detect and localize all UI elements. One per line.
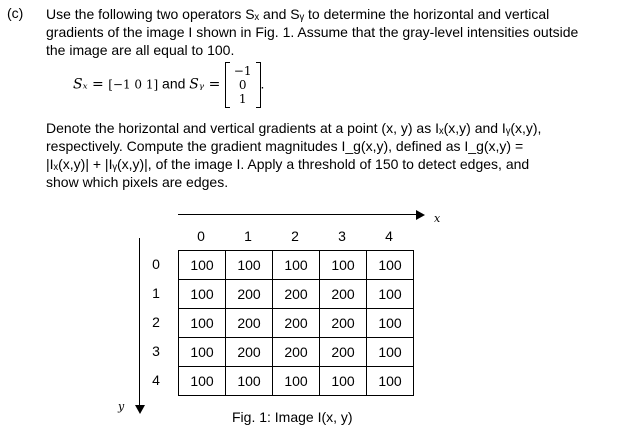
column-header: 3 bbox=[338, 228, 346, 244]
pixel-cell: 100 bbox=[367, 251, 414, 280]
row-header: 3 bbox=[152, 343, 160, 359]
x-axis-label: x bbox=[434, 212, 441, 225]
problem-intro bbox=[46, 5, 606, 59]
y-axis-arrow-icon bbox=[135, 405, 145, 414]
intro-line-3: the image are all equal to 100. bbox=[46, 42, 235, 58]
problem-body bbox=[46, 119, 606, 191]
sx-lhs: Sₓ = bbox=[73, 76, 109, 93]
table-row bbox=[179, 338, 414, 367]
pixel-cell: 100 bbox=[179, 251, 226, 280]
pixel-cell: 200 bbox=[273, 309, 320, 338]
pixel-cell: 200 bbox=[320, 338, 367, 367]
sy-vector-entry: 0 bbox=[238, 78, 247, 92]
pixel-cell: 200 bbox=[273, 338, 320, 367]
pixel-cell: 200 bbox=[320, 309, 367, 338]
pixel-cell: 100 bbox=[320, 251, 367, 280]
pixel-cell: 100 bbox=[179, 309, 226, 338]
pixel-cell: 100 bbox=[273, 367, 320, 396]
sx-value: [−1 0 1] bbox=[108, 77, 159, 92]
problem-label: (c) bbox=[7, 5, 24, 21]
intro-line-2: gradients of the image I shown in Fig. 1. Assume that the gray-level intensities outside bbox=[46, 24, 579, 40]
pixel-cell: 100 bbox=[367, 280, 414, 309]
table-row bbox=[179, 309, 414, 338]
table-row bbox=[179, 280, 414, 309]
y-axis-line bbox=[139, 238, 140, 410]
pixel-cell: 100 bbox=[367, 367, 414, 396]
row-header: 4 bbox=[152, 372, 160, 388]
column-header: 0 bbox=[197, 228, 205, 244]
pixel-cell: 100 bbox=[226, 251, 273, 280]
sy-vector bbox=[230, 64, 256, 106]
row-header: 0 bbox=[152, 256, 160, 272]
operator-equation bbox=[73, 62, 264, 106]
pixel-cell: 100 bbox=[273, 251, 320, 280]
column-header: 2 bbox=[291, 228, 299, 244]
row-header: 1 bbox=[152, 285, 160, 301]
pixel-cell: 200 bbox=[226, 309, 273, 338]
pixel-cell: 100 bbox=[179, 367, 226, 396]
pixel-cell: 200 bbox=[320, 280, 367, 309]
pixel-cell: 200 bbox=[273, 280, 320, 309]
pixel-cell: 100 bbox=[179, 338, 226, 367]
pixel-cell: 100 bbox=[320, 367, 367, 396]
sy-lhs: Sᵧ = bbox=[189, 76, 225, 93]
pixel-cell: 100 bbox=[367, 309, 414, 338]
body-line-2: respectively. Compute the gradient magnitudes I_g(x,y), defined as I_g(x,y) = bbox=[46, 138, 524, 154]
pixel-cell: 100 bbox=[367, 338, 414, 367]
and-text: and bbox=[158, 75, 190, 92]
body-line-3: |Iₓ(x,y)| + |Iᵧ(x,y)|, of the image I. Apply a threshold of 150 to detect edges, and bbox=[46, 156, 530, 172]
sy-vector-entry: 1 bbox=[238, 92, 247, 106]
row-header: 2 bbox=[152, 314, 160, 330]
sy-vector-entry: −1 bbox=[233, 64, 252, 78]
x-axis-arrow-icon bbox=[416, 210, 425, 220]
body-line-4: show which pixels are edges. bbox=[46, 174, 229, 190]
table-row bbox=[179, 251, 414, 280]
column-header: 4 bbox=[385, 228, 393, 244]
figure-caption: Fig. 1: Image I(x, y) bbox=[232, 409, 353, 425]
pixel-cell: 200 bbox=[226, 338, 273, 367]
sy-end: . bbox=[260, 75, 265, 92]
pixel-cell: 100 bbox=[179, 280, 226, 309]
image-grid bbox=[178, 250, 414, 396]
column-header: 1 bbox=[244, 228, 252, 244]
table-row bbox=[179, 367, 414, 396]
intro-line-1: Use the following two operators Sₓ and Sᵧ to determine the horizontal and vertical bbox=[46, 6, 550, 22]
y-axis-label: y bbox=[118, 400, 125, 413]
pixel-cell: 200 bbox=[226, 280, 273, 309]
body-line-1: Denote the horizontal and vertical gradients at a point (x, y) as Iₓ(x,y) and Iᵧ(x,y), bbox=[46, 120, 542, 136]
pixel-cell: 100 bbox=[226, 367, 273, 396]
x-axis-line bbox=[178, 214, 418, 215]
